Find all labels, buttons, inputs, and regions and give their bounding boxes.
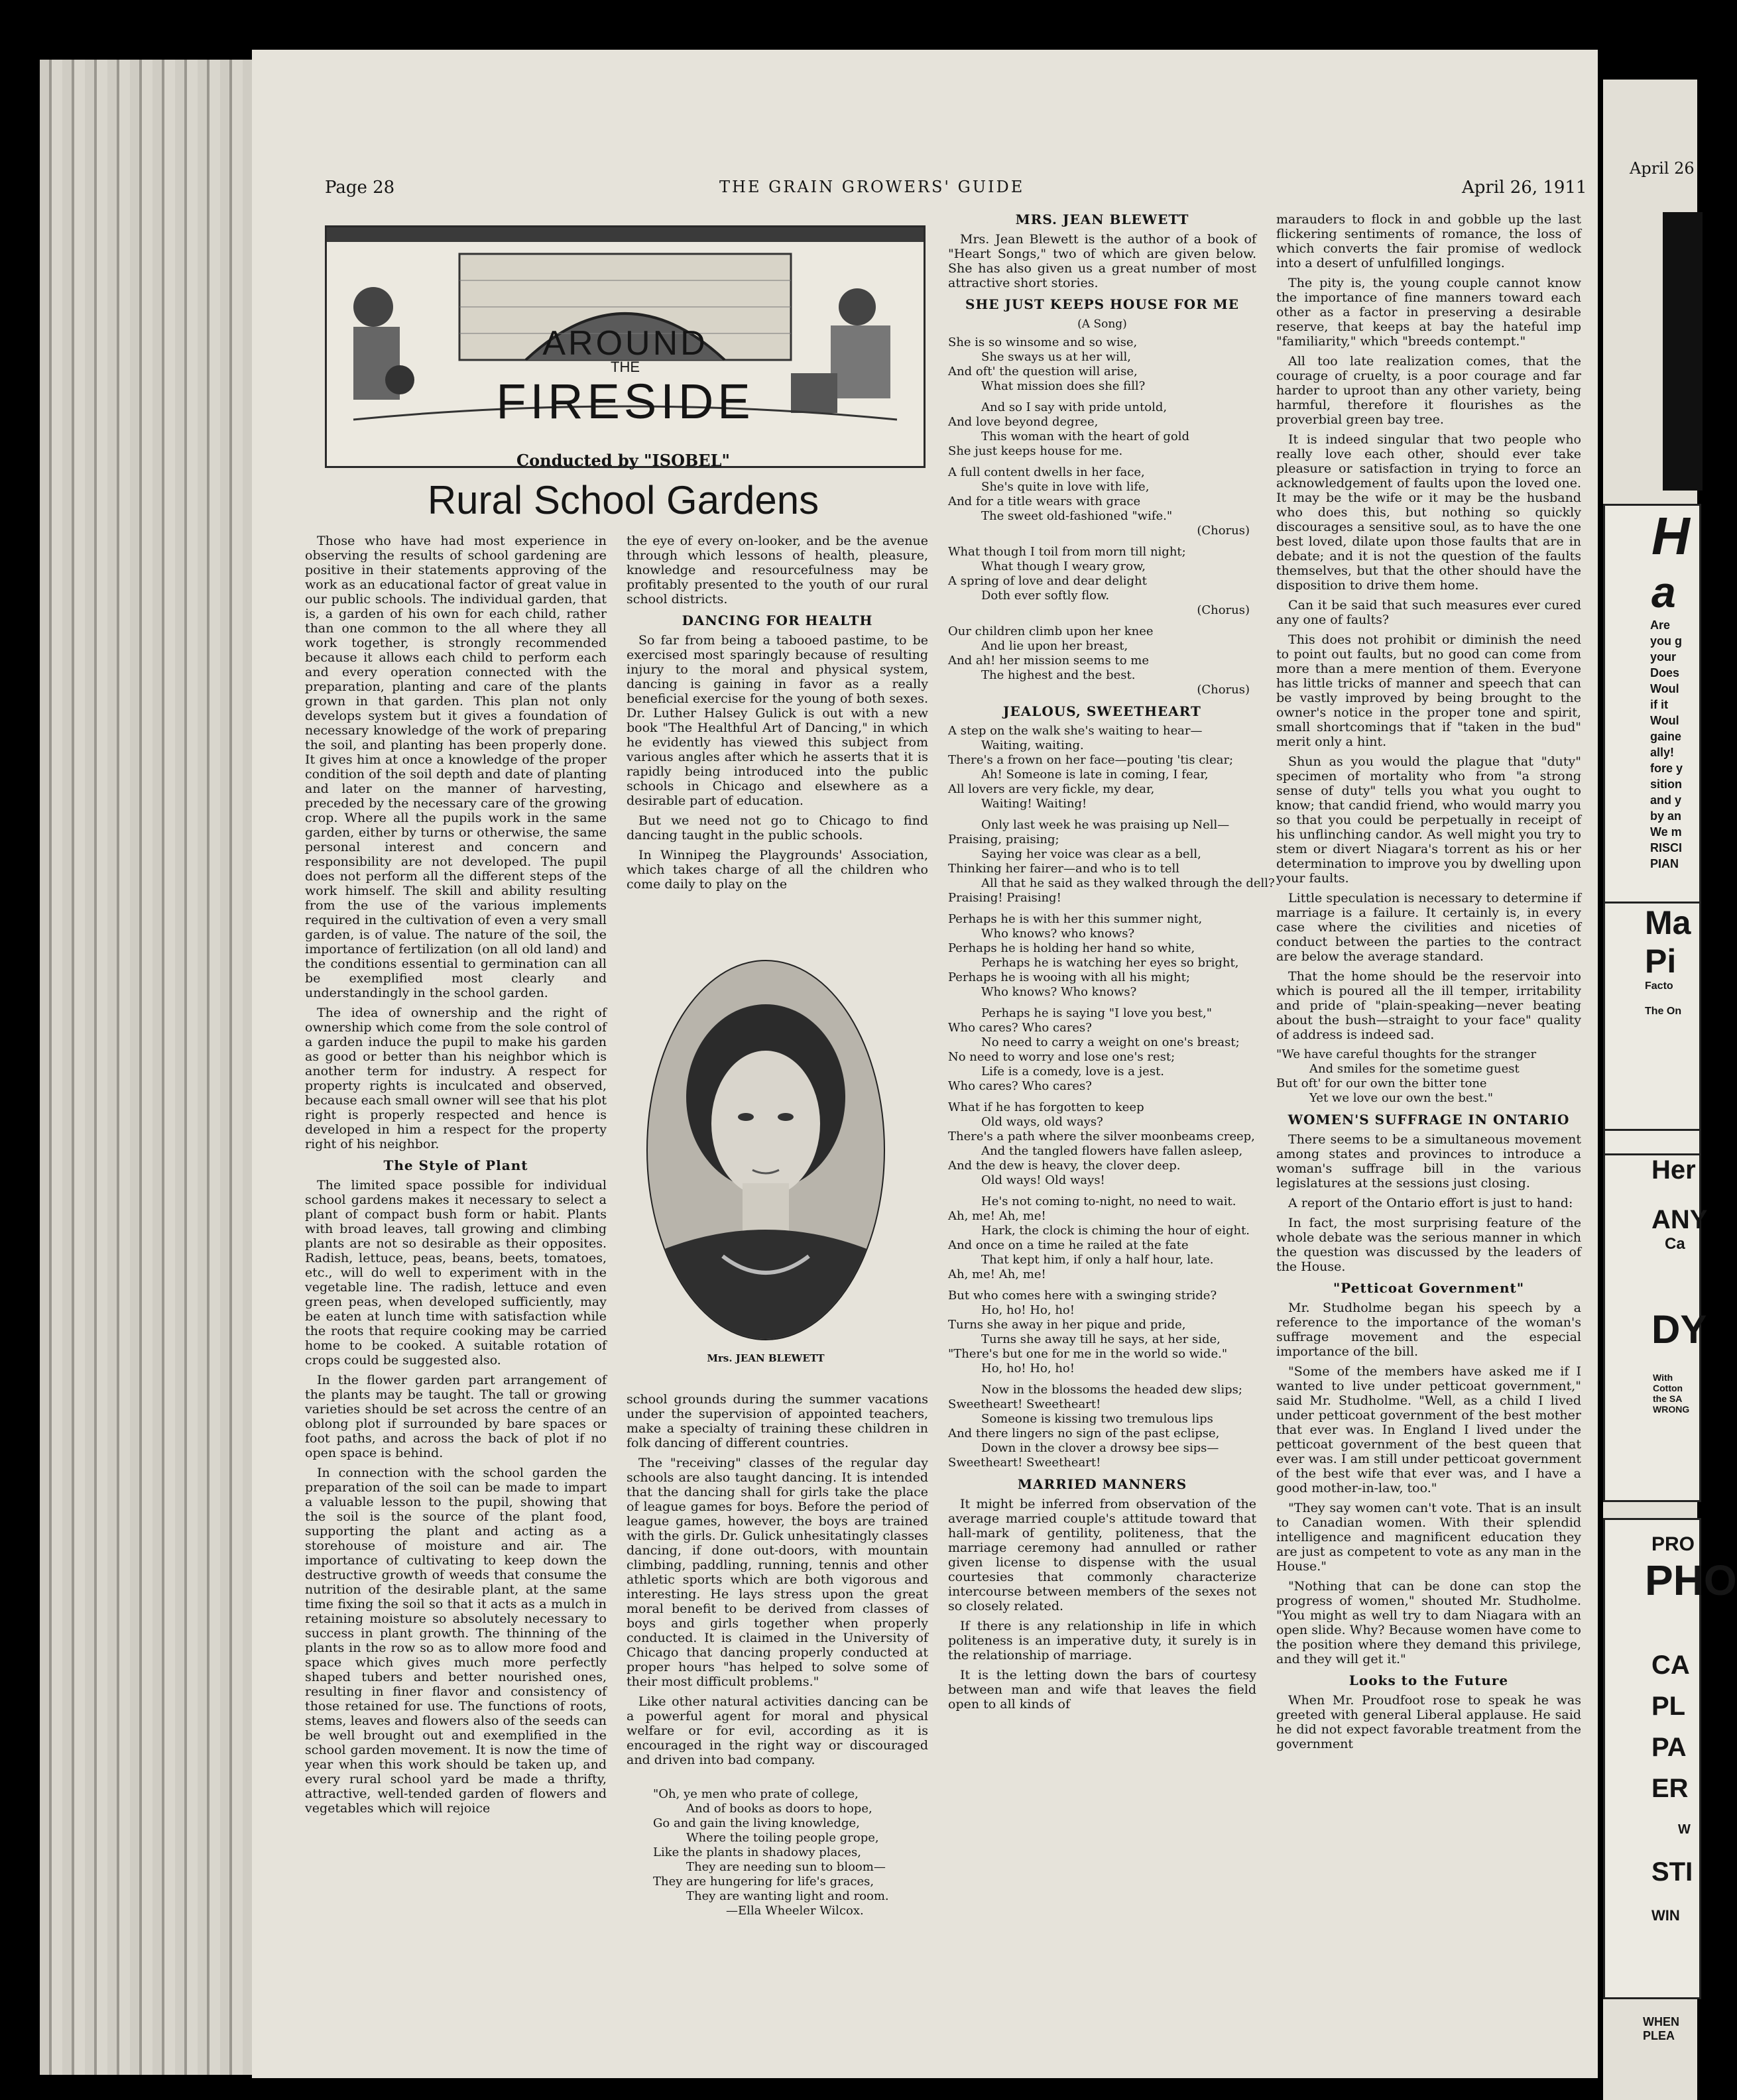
column-2 <box>627 534 928 897</box>
poem-line: Perhaps he is wooing with all his might; <box>948 970 1190 984</box>
paragraph: The idea of ownership and the right of ownership which come from the sole control of a garden induce the pupil to make his garden as good or better than his neighbor which is another term for industry. A respect for property rights is inculcated and observed, because each small owner will see that his plot right is properly respected and hence is developed in him a respect for the property right of his neighbor. <box>305 1006 607 1151</box>
paragraph: The "receiving" classes of the regular day schools are also taught dancing. It is intended that the dancing shall for girls take the place of league games for boys. Before the period of league games, however, the boys are trained with the girls. Dr. Gulick unhesitatingly classes dancing, if done out-doors, with mountain climbing, paddling, running, tennis and other athletic sports which are both vigorous and interesting. He lays stress upon the great moral benefit to be derived from classes of boys and girls together when properly conducted. It is claimed in the University of Chicago that dancing properly conducted at proper hours "has helped to solve some of their most difficult problems." <box>627 1456 928 1689</box>
poem-line: What though I toil from morn till night; <box>948 545 1186 559</box>
ad-line: RISCI <box>1650 841 1683 854</box>
book-binding-edges <box>40 60 259 2075</box>
subheading-married-manners: MARRIED MANNERS <box>1017 1476 1187 1492</box>
paragraph: Like other natural activities dancing can be a powerful agent for moral and physical welfare or for evil, according as it is encouraged in the right way or discouraged and driven into bad company. <box>627 1694 928 1767</box>
poem-line: Hark, the clock is chiming the hour of eight. <box>981 1224 1250 1238</box>
poem-line: Perhaps he is with her this summer night, <box>948 912 1203 926</box>
poem-line: (Chorus) <box>1197 603 1250 617</box>
ad-line: Woul <box>1650 714 1679 727</box>
poem-spacer <box>948 459 1256 465</box>
poem-spacer <box>948 1000 1256 1006</box>
ad-headline: Her <box>1651 1155 1696 1185</box>
paragraph: All too late realization comes, that the courage of cruelty, is a poor courage and far harder to uproot than any other variety, being harmful, therefore it flourishes as the proverbial green bay tree. <box>1276 354 1581 427</box>
ad-text: W <box>1678 1822 1691 1837</box>
poem-line: Ah, me! Ah, me! <box>948 1209 1046 1223</box>
poem-line: No need to carry a weight on one's breast; <box>981 1035 1240 1049</box>
ad-line: Cotton <box>1653 1383 1683 1393</box>
piano-illustration <box>1663 212 1703 491</box>
ad-text: WIN <box>1651 1907 1680 1924</box>
banner-the: THE <box>611 359 640 375</box>
stranger-poem <box>1276 1047 1581 1106</box>
jealous-poem <box>948 724 1275 1470</box>
poem-line: And of books as doors to hope, <box>686 1802 872 1816</box>
poem-line: Where the toiling people grope, <box>686 1831 879 1845</box>
poem-line: She is so winsome and so wise, <box>948 335 1138 349</box>
poem-line: Turns she away till he says, at her side, <box>981 1332 1221 1346</box>
ad-text <box>1605 1372 1699 1415</box>
conducted-by: Conducted by "ISOBEL" <box>516 451 730 470</box>
poem-line: They are hungering for life's graces, <box>653 1875 874 1889</box>
poem-line: They are needing sun to bloom— <box>686 1860 886 1874</box>
fireside-banner <box>325 225 926 468</box>
ad-headline: H <box>1651 506 1690 565</box>
paragraph: In fact, the most surprising feature of the whole debate was the serious manner in which the question was discussed by the leaders of the House. <box>1276 1216 1581 1274</box>
ad-line: sition <box>1650 778 1682 791</box>
ad-headline: STI <box>1651 1857 1693 1887</box>
photo-ad <box>1603 1518 1737 1999</box>
poem-line: Ah! Someone is late in coming, I fear, <box>981 768 1209 782</box>
poem-spacer <box>948 1094 1256 1100</box>
poem-line: There's a path where the silver moonbeams creep, <box>948 1130 1255 1143</box>
ad-line: Are <box>1650 618 1671 632</box>
poem-line: She sways us at her will, <box>981 350 1132 364</box>
poem-line: All lovers are very fickle, my dear, <box>948 782 1155 796</box>
poem-line: And lie upon her breast, <box>981 639 1128 653</box>
paragraph: Can it be said that such measures ever cured any one of faults? <box>1276 598 1581 627</box>
poem-spacer <box>948 811 1256 818</box>
footer-line: PLEA <box>1643 2029 1675 2042</box>
paragraph: In Winnipeg the Playgrounds' Association, which takes charge of all the children who come daily to play on the <box>627 848 928 892</box>
dye-ad <box>1603 1153 1708 1502</box>
ad-text: Facto <box>1645 980 1673 992</box>
poem-line: Praising! Praising! <box>948 891 1061 905</box>
poem-line: Waiting! Waiting! <box>981 797 1087 811</box>
poem-spacer <box>948 538 1256 545</box>
poem-line: (Chorus) <box>1197 683 1250 697</box>
poem-line: (Chorus) <box>1197 524 1250 538</box>
poem-line: But who comes here with a swinging stride? <box>948 1289 1217 1303</box>
ad-line: gaine <box>1650 730 1682 743</box>
poem-line: Perhaps he is holding her hand so white, <box>948 941 1195 955</box>
ad-line: and y <box>1650 793 1682 807</box>
subheading-dancing: DANCING FOR HEALTH <box>682 612 873 628</box>
poem-line: What if he has forgotten to keep <box>948 1100 1144 1114</box>
poem-line: Who cares? Who cares? <box>948 1079 1092 1093</box>
poem-line: She just keeps house for me. <box>948 444 1123 458</box>
ad-body <box>1605 617 1699 872</box>
poem-line: Go and gain the living knowledge, <box>653 1816 860 1830</box>
paragraph: It is indeed singular that two people who really love each other, should ever take pleasure or satisfaction in trying to force an acknowledgement of faults upon the loved one. It may be the wife or it may be the husband who does this, but nothing so quickly discourages a sensitive soul, as to have the one best loved, dilate upon those faults that are in debate; and it is not the question of the faults themselves, but that the other should have the disposition to drive them home. <box>1276 432 1581 593</box>
poem-line: Who knows? Who knows? <box>981 985 1137 999</box>
ad-line: PIAN <box>1650 857 1679 870</box>
paragraph: "They say women can't vote. That is an insult to Canadian women. With their splendid intelligence and magnificent education they are just as competent to vote as any man in the House." <box>1276 1501 1581 1574</box>
poem-line: There's a frown on her face—pouting 'tis clear; <box>948 753 1234 767</box>
poem-line: Old ways, old ways? <box>981 1115 1103 1129</box>
paragraph: "Nothing that can be done can stop the progress of women," shouted Mr. Studholme. "You might as well try to dam Niagara with an open slide. Why? Because women have come to the position where they demand this privilege, and they will get it." <box>1276 1579 1581 1666</box>
paragraph: Mr. Studholme began his speech by a reference to the importance of the woman's suffrage movement and the especial importance of the bill. <box>1276 1301 1581 1359</box>
subheading-blewett: MRS. JEAN BLEWETT <box>1015 211 1189 227</box>
poem-line: Only last week he was praising up Nell— <box>981 818 1230 832</box>
paragraph: In connection with the school garden the preparation of the soil can be made to impart a valuable lesson to the pupil, showing that the soil is the source of the plant food, supporting the plant and acting as a storehouse of moisture and air. The importance of cultivating to keep down the destructive growth of weeds that consume the nutrition of the desirable plant, at the same time fixing the soil so that it acts as a mulch in retaining moisture so absolutely necessary to success in plant growth. The thinning of the plants in the row so as to allow more food and space which gives much more perfectly shaped tubers and better nourished ones, resulting in finer flavor and consistency of those retained for use. The functions of roots, stems, leaves and flowers also of the seeds can be well brought out and exemplified in the school garden movement. It is now the time of year when this work should be taken up, and every rural school yard be made a thrifty, attractive, well-tended garden of flowers and vegetables which will rejoice <box>305 1466 607 1816</box>
poem-line: Old ways! Old ways! <box>981 1173 1105 1187</box>
paragraph: marauders to flock in and gobble up the last flickering sentiments of romance, the loss of which converts the fair promise of wedlock into a desert of unfulfilled longings. <box>1276 212 1581 270</box>
subheading-style-of-plant: The Style of Plant <box>383 1157 528 1173</box>
poem-line: Saying her voice was clear as a bell, <box>981 847 1201 861</box>
poem-attribution: —Ella Wheeler Wilcox. <box>726 1904 864 1918</box>
paragraph: That the home should be the reservoir into which is poured all the ill temper, irritability and pride of "plain-speaking—never beating about the bush—straight to your face" quality of address is indeed sad. <box>1276 969 1581 1042</box>
poem-line: What though I weary grow, <box>981 559 1146 573</box>
poem-line: What mission does she fill? <box>981 379 1146 393</box>
footer-line: WHEN <box>1643 2015 1679 2028</box>
ad-text: The On <box>1645 1006 1682 1017</box>
ad-line: PL <box>1651 1692 1686 1721</box>
poem-line: Sweetheart! Sweetheart! <box>948 1397 1101 1411</box>
ad-headline: Ma <box>1645 904 1691 941</box>
subheading-keeps-house: SHE JUST KEEPS HOUSE FOR ME <box>965 296 1240 312</box>
poem-line: And ah! her mission seems to me <box>948 654 1149 668</box>
facing-date: April 26 <box>1630 159 1695 178</box>
portrait-photo <box>643 958 888 1369</box>
portrait-image <box>643 958 888 1349</box>
ad-line: ally! <box>1650 746 1675 759</box>
poem-line: Thinking her fairer—and who is to tell <box>948 862 1180 876</box>
poem-spacer <box>948 1282 1256 1289</box>
paragraph: So far from being a tabooed pastime, to be exercised most sparingly because of resulting injury to the moral and physical system, dancing is gaining in favor as a really beneficial exercise for the young of both sexes. Dr. Luther Halsey Gulick is out with a new book "The Healthful Art of Dancing," in which he evidently has viewed this subject from various angles after which he asserts that it is rapidly being introduced into the public schools in Chicago and elsewhere as a desirable part of education. <box>627 633 928 808</box>
issue-date: April 26, 1911 <box>1462 178 1587 198</box>
poem-line: A full content dwells in her face, <box>948 465 1145 479</box>
song-subtitle: (A Song) <box>1077 318 1127 331</box>
paragraph: the eye of every on-looker, and be the avenue through which lessons of health, pleasure, knowledge and resourcefulness may be profitably presented to the youth of our rural school districts. <box>627 534 928 607</box>
poem-line: A spring of love and dear delight <box>948 574 1147 588</box>
poem-line: Our children climb upon her knee <box>948 624 1154 638</box>
poem-line: "Oh, ye men who prate of college, <box>653 1787 859 1801</box>
paragraph: Those who have had most experience in observing the results of school gardening are positive in their statements approving of the work as an educational factor of great value in our public schools. The individual garden, that is, a garden of his own for each child, rather than one common to the all where they all work together, is strongly recommended because it allows each child to perform each and every operation connected with the preparation, planting and care of the plants grown in that garden. This plan not only develops system but it gives a foundation of necessary knowledge of the work of preparing the soil, and planting has been properly done. It gives him at once a knowledge of the proper condition of the soil depth and date of planting and later on the manner of harvesting, preceded by the necessary care of the growing crop. Where all the pupils work in the same garden, either by turns or otherwise, the same personal interest and concern and responsibility are not developed. The pupil does not perform all the different steps of the work himself. The skill and ability resulting from the use of the various implements required in the cultivation of even a very small garden, is of value. The nature of the soil, the importance of fertilization (on all old land) and the conditions essential to germination can all be exemplified most clearly and understandingly in the school garden. <box>305 534 607 1000</box>
column-4 <box>1276 212 1581 1757</box>
ad-headline: PHO <box>1645 1556 1737 1604</box>
facing-page <box>1603 80 1737 2100</box>
factory-ad <box>1603 902 1701 1131</box>
paragraph: A report of the Ontario effort is just to hand: <box>1288 1196 1573 1210</box>
ad-line: CA <box>1651 1651 1690 1680</box>
paragraph: But we need not go to Chicago to find dancing taught in the public schools. <box>627 813 928 843</box>
poem-line: But oft' for our own the bitter tone <box>1276 1077 1487 1090</box>
paragraph: It is the letting down the bars of courtesy between man and wife that leaves the field open to all kinds of <box>948 1668 1256 1712</box>
paragraph: This does not prohibit or diminish the need to point out faults, but no good can come from more than a mere mention of them. Everyone has little tricks of manner and speech that can be vastly improved by being brought to the owner's notice in the proper tone and spirit, small shortcomings that if "taken in the bud" merit only a hint. <box>1276 632 1581 749</box>
ad-line: Woul <box>1650 682 1679 695</box>
poem-line: And there lingers no sign of the past eclipse, <box>948 1427 1220 1440</box>
ad-headline: ANY <box>1651 1205 1708 1234</box>
poem-line: All that he said as they walked through the dell? <box>981 876 1275 890</box>
poem-line: Perhaps he is watching her eyes so bright, <box>981 956 1239 970</box>
poem-spacer <box>948 905 1256 912</box>
poem-line: And smiles for the sometime guest <box>1309 1062 1520 1076</box>
paragraph: If there is any relationship in life in which politeness is an imperative duty, it surely is in the relationship of marriage. <box>948 1619 1256 1662</box>
subheading-suffrage: WOMEN'S SUFFRAGE IN ONTARIO <box>1288 1112 1570 1128</box>
ad-line: the SA <box>1653 1393 1683 1404</box>
ad-line: Does <box>1650 666 1680 679</box>
poem-line: They are wanting light and room. <box>686 1889 889 1903</box>
banner-fireside: FIRESIDE <box>496 374 754 429</box>
ad-line: fore y <box>1650 762 1683 775</box>
paragraph: The limited space possible for individual school gardens makes it necessary to select a plant of compact bush form or habit. Plants with broad leaves, tall growing and climbing plants are not so desirable as their opposites. Radish, lettuce, peas, beans, beets, tomatoes, etc., will do well to experiment with in the vegetable line. The radish, lettuce and even green peas, when developed sufficiently, may be eaten at lunch time with satisfaction while the roots that require cooking may be carried home to be cooked. A suitable rotation of crops could be suggested also. <box>305 1178 607 1368</box>
subheading-future: Looks to the Future <box>1348 1672 1509 1688</box>
ad-line: WRONG <box>1653 1404 1690 1415</box>
paragraph: Mrs. Jean Blewett is the author of a book of "Heart Songs," two of which are given below. She has also given us a great number of most attractive short stories. <box>948 232 1256 290</box>
poem-line: Praising, praising; <box>948 833 1059 846</box>
ad-headline: PRO <box>1651 1533 1695 1555</box>
poem-line: Like the plants in shadowy places, <box>653 1845 861 1859</box>
poem-line: Ho, ho! Ho, ho! <box>981 1303 1075 1317</box>
ad-line: by an <box>1650 809 1682 823</box>
poem-line: Doth ever softly flow. <box>981 589 1110 603</box>
poem-line: Waiting, waiting. <box>981 738 1084 752</box>
poem-line: Life is a comedy, love is a jest. <box>981 1065 1165 1079</box>
ad-line: PA <box>1651 1733 1687 1762</box>
keeps-house-poem <box>948 335 1256 697</box>
poem-line: Someone is kissing two tremulous lips <box>981 1412 1213 1426</box>
poem-spacer <box>948 1188 1256 1195</box>
banner-around: AROUND <box>542 324 708 363</box>
paragraph: Little speculation is necessary to determine if marriage is a failure. It certainly is, in every case where the civilities and niceties of conduct between the parties to the contract are below the average standard. <box>1276 891 1581 964</box>
portrait-caption: Mrs. JEAN BLEWETT <box>707 1352 825 1364</box>
paragraph: When Mr. Proudfoot rose to speak he was greeted with general Liberal applause. He said he did not expect favorable treatment from the government <box>1276 1693 1581 1751</box>
ad-text: Ca <box>1665 1235 1685 1253</box>
poem-line: She's quite in love with life, <box>981 480 1150 494</box>
poem-line: And so I say with pride untold, <box>981 400 1168 414</box>
ad-line: your <box>1650 650 1677 664</box>
paragraph: In the flower garden part arrangement of the plants may be taught. The tall or growing varieties should be set across the centre of an oblong plot if surrounded by bare spaces or foot paths, and across the back of plot if no open space is behind. <box>305 1373 607 1460</box>
ad-line: you g <box>1650 634 1682 648</box>
poem-spacer <box>948 1376 1256 1383</box>
poem-line: That kept him, if only a half hour, late. <box>981 1253 1214 1267</box>
poem-line: And the tangled flowers have fallen asleep, <box>981 1144 1243 1158</box>
ad-line: With <box>1653 1372 1673 1383</box>
masthead: THE GRAIN GROWERS' GUIDE <box>719 178 1025 196</box>
poem-line: Sweetheart! Sweetheart! <box>948 1456 1101 1470</box>
article-title: Rural School Gardens <box>427 478 819 522</box>
poem-line: Turns she away in her pique and pride, <box>948 1318 1186 1332</box>
poem-line: This woman with the heart of gold <box>981 430 1189 443</box>
poem-line: And love beyond degree, <box>948 415 1099 429</box>
ad-line: if it <box>1650 698 1668 711</box>
poem-line: A step on the walk she's waiting to hear— <box>948 724 1203 738</box>
ad-line: ER <box>1651 1774 1689 1803</box>
poem-spacer <box>948 618 1256 624</box>
poem-line: And the dew is heavy, the clover deep. <box>948 1159 1181 1173</box>
subheading-petticoat: "Petticoat Government" <box>1333 1280 1525 1296</box>
page-number: Page 28 <box>325 178 395 198</box>
poem-line: And oft' the question will arise, <box>948 365 1138 379</box>
poem-line: Who cares? Who cares? <box>948 1021 1092 1035</box>
column-2-lower <box>627 1392 928 1925</box>
poem-line: "We have careful thoughts for the stranger <box>1276 1047 1537 1061</box>
ad-logo: DY <box>1651 1307 1707 1352</box>
ad-headline: Pi <box>1645 943 1677 980</box>
poem-line: Who knows? who knows? <box>981 927 1135 941</box>
poem-line: Ho, ho! Ho, ho! <box>981 1362 1075 1375</box>
poem-line: He's not coming to-night, no need to wait. <box>981 1195 1236 1208</box>
ad-line: We m <box>1650 825 1682 839</box>
poem-spacer <box>948 394 1256 400</box>
column-3 <box>948 211 1275 1717</box>
poem-line: Yet we love our own the best." <box>1309 1091 1494 1105</box>
paragraph: It might be inferred from observation of the average married couple's attitude toward that hall-mark of gentility, politeness, that the marriage ceremony had annulled or rather given license to dispense with the usual courtesies that commonly characterize intercourse between members of the sexes not so closely related. <box>948 1497 1256 1613</box>
paragraph: There seems to be a simultaneous movement among states and provinces to introduce a woman's suffrage bill in the various legislatures at the sessions just closing. <box>1276 1132 1581 1191</box>
paragraph: The pity is, the young couple cannot know the importance of fine manners toward each other as a factor in preserving a desirable reserve, that keeps at bay the hateful imp "familiarity," which "breeds contempt." <box>1276 276 1581 349</box>
column-1 <box>305 534 607 1821</box>
poem-line: And once on a time he railed at the fate <box>948 1238 1189 1252</box>
poem-line: The sweet old-fashioned "wife." <box>981 509 1173 523</box>
facing-footer <box>1643 2015 1679 2043</box>
paragraph: school grounds during the summer vacations under the supervision of appointed teachers, make a specialty of training these children in folk dancing of different countries. <box>627 1392 928 1450</box>
poem-line: Now in the blossoms the headed dew slips; <box>981 1383 1242 1397</box>
poem-line: Ah, me! Ah, me! <box>948 1267 1046 1281</box>
ad-headline: a <box>1651 567 1676 616</box>
poem-line: Down in the clover a drowsy bee sips— <box>981 1441 1219 1455</box>
subheading-jealous: JEALOUS, SWEETHEART <box>1003 703 1201 719</box>
poem-line: And for a title wears with grace <box>948 495 1141 508</box>
paragraph: Shun as you would the plague that "duty" specimen of mortality who from "a strong sense of duty" tells you what you ought to know; that candid friend, who would marry you so that you could be perpetually in receipt of his unflinching candor. As well might you try to stem or divert Niagara's torrent as his or her determination to improve you by dwelling upon your faults. <box>1276 754 1581 886</box>
ad-text <box>1605 1645 1699 1809</box>
wilcox-poem <box>627 1787 928 1918</box>
paragraph: "Some of the members have asked me if I wanted to live under petticoat government," said Mr. Studholme. "Well, as a child I lived under petticoat government of the best mother that ever was. In England I lived under the petticoat government of the best queen that ever was. I am still under petticoat government of the best wife that ever was, and I have a good mother-in-law, too." <box>1276 1364 1581 1495</box>
poem-line: Perhaps he is saying "I love you best," <box>981 1006 1212 1020</box>
poem-line: "There's but one for me in the world so wide." <box>948 1347 1228 1361</box>
poem-line: No need to worry and lose one's rest; <box>948 1050 1175 1064</box>
poem-line: The highest and the best. <box>981 668 1136 682</box>
